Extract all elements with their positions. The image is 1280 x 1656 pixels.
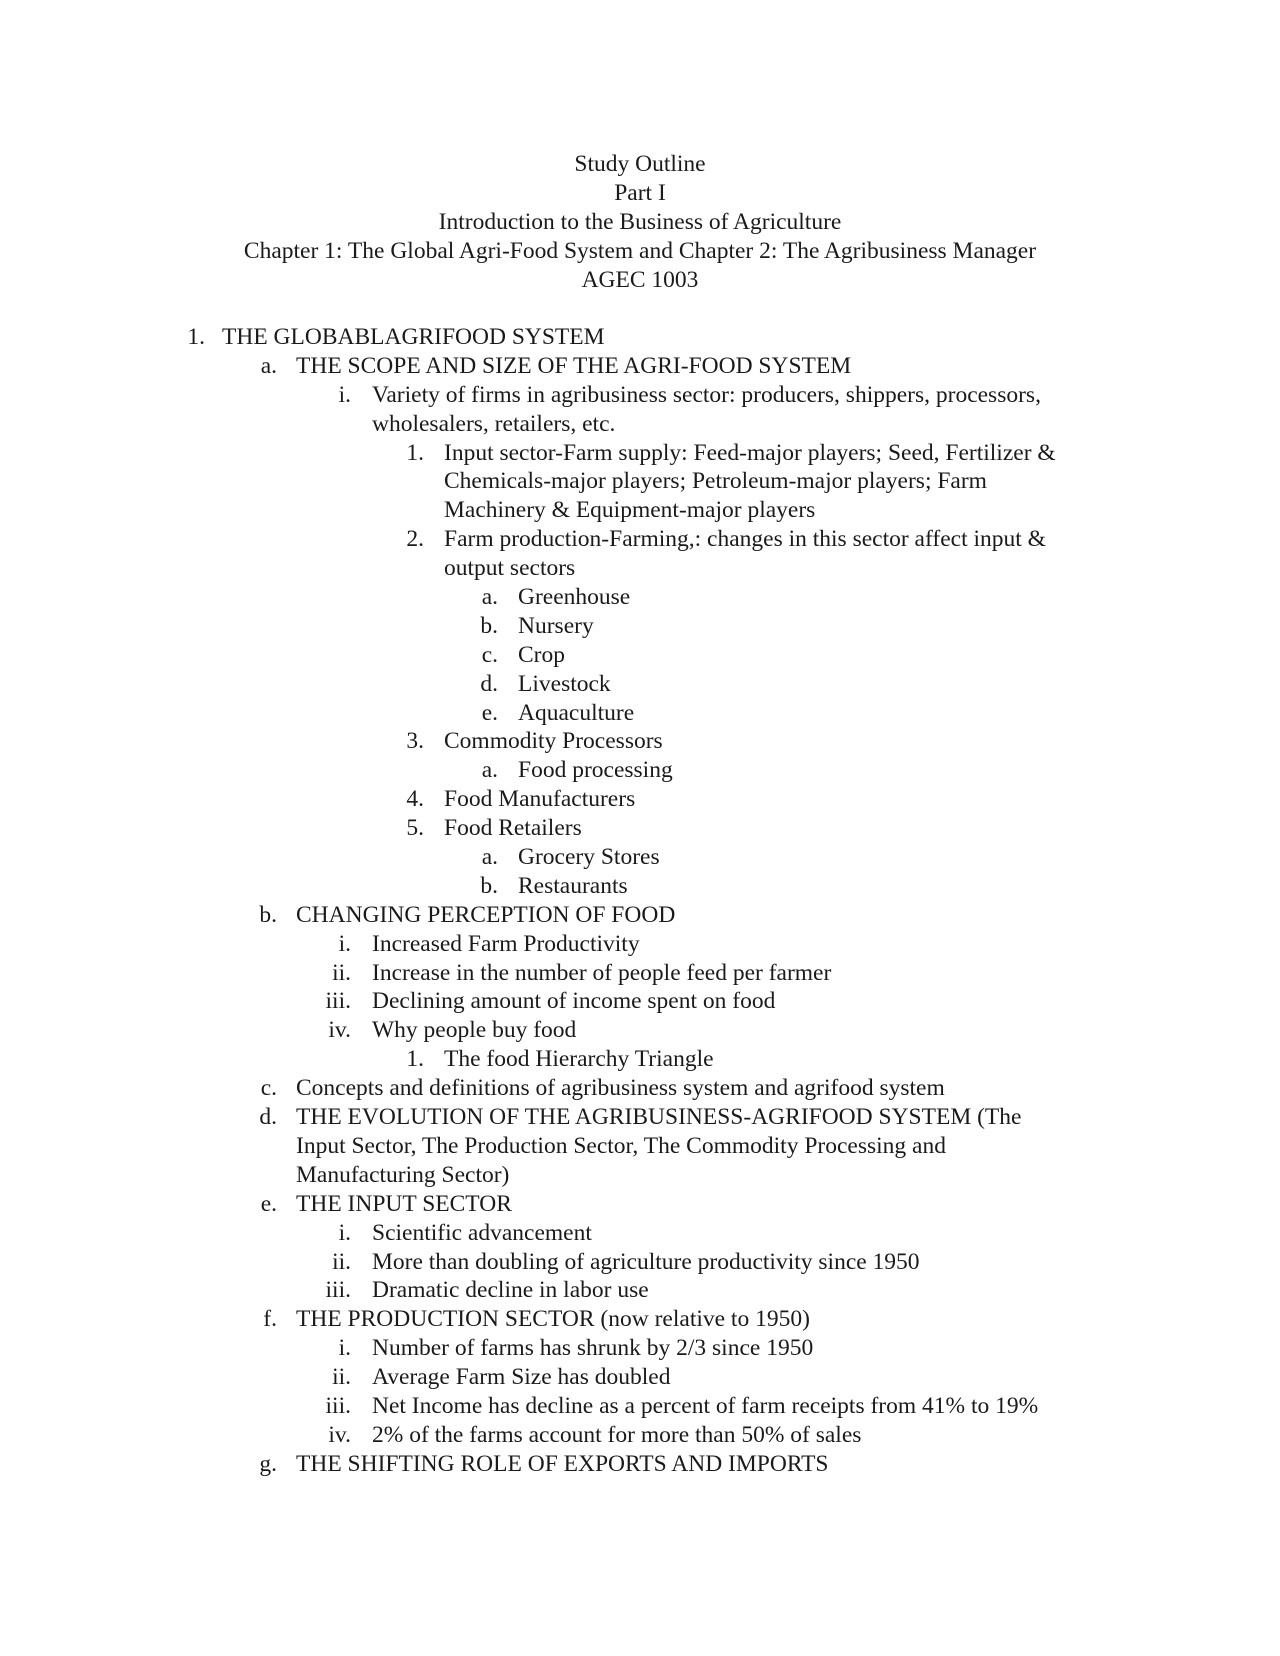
outline-item <box>0 756 1280 785</box>
outline-item-text: Input sector-Farm supply: Feed-major players; Seed, Fertilizer & <box>444 439 1056 466</box>
outline-item-text: Food Manufacturers <box>444 786 636 813</box>
outline-item-text: Number of farms has shrunk by 2/3 since 1950 <box>372 1335 814 1362</box>
outline-item <box>0 843 1280 872</box>
outline-item-marker: 3. <box>406 728 424 755</box>
outline-item-marker: b. <box>480 612 498 639</box>
outline-item-marker: b. <box>259 901 277 928</box>
outline-item-marker: ii. <box>332 959 351 986</box>
outline-item <box>0 1276 1280 1305</box>
outline-item-text: Livestock <box>518 670 611 697</box>
outline-item-marker: d. <box>259 1104 277 1131</box>
outline-item <box>0 583 1280 612</box>
outline-item-marker: i. <box>338 1219 351 1246</box>
outline-item-text: output sectors <box>444 555 576 582</box>
outline-item-marker: iii. <box>325 1392 351 1419</box>
outline-item-marker: b. <box>480 872 498 899</box>
outline-item <box>0 1016 1280 1045</box>
header-part: Part I <box>614 180 666 206</box>
outline-item-marker: iii. <box>325 1277 351 1304</box>
outline-item-text: THE GLOBABLAGRIFOOD SYSTEM <box>222 324 605 350</box>
outline-item <box>0 467 1280 496</box>
outline-item <box>0 930 1280 959</box>
outline-item <box>0 1305 1280 1334</box>
outline-item <box>0 554 1280 583</box>
outline-item-text: Food Retailers <box>444 815 582 842</box>
outline-item-marker: 1. <box>406 439 424 466</box>
outline-item-marker: ii. <box>332 1248 351 1275</box>
outline-item-marker: a. <box>260 352 277 379</box>
outline-item-text: THE INPUT SECTOR <box>296 1190 512 1217</box>
outline-item-text: Declining amount of income spent on food <box>372 988 776 1015</box>
outline-item <box>0 323 1280 352</box>
outline-item <box>0 1045 1280 1074</box>
outline-item-text: CHANGING PERCEPTION OF FOOD <box>296 901 676 928</box>
outline-item-marker: iv. <box>328 1421 351 1448</box>
outline-item-marker: e. <box>481 699 498 726</box>
outline-item-marker: a. <box>481 757 498 784</box>
outline-item-text: Restaurants <box>518 872 628 899</box>
outline-item-marker: 5. <box>406 815 424 842</box>
outline-item-text: Crop <box>518 641 565 668</box>
outline-item-marker: g. <box>259 1450 277 1477</box>
header-chapters: Chapter 1: The Global Agri-Food System and Chapter 2: The Agribusiness Manager <box>243 238 1037 264</box>
outline-item <box>0 641 1280 670</box>
outline-item-marker: 1. <box>406 1046 424 1073</box>
outline-item-text: Grocery Stores <box>518 844 660 871</box>
outline-item-text: Variety of firms in agribusiness sector: producers, shippers, processors, <box>372 381 1041 408</box>
outline-item <box>0 1219 1280 1248</box>
outline-item-marker: c. <box>481 641 498 668</box>
outline-item-text: Nursery <box>518 612 594 639</box>
outline-item <box>0 987 1280 1016</box>
outline-item <box>0 670 1280 699</box>
outline-item <box>0 814 1280 843</box>
outline-item <box>0 525 1280 554</box>
outline-item-text: wholesalers, retailers, etc. <box>372 410 616 437</box>
header-subtitle: Introduction to the Business of Agriculture <box>438 209 842 235</box>
outline-item <box>0 496 1280 525</box>
outline-item-text: Average Farm Size has doubled <box>372 1364 671 1391</box>
outline-item <box>0 1363 1280 1392</box>
outline-item-marker: d. <box>480 670 498 697</box>
outline-item-text: Manufacturing Sector) <box>296 1161 510 1188</box>
header-title: Study Outline <box>574 151 706 177</box>
outline-item <box>0 352 1280 381</box>
outline-item <box>0 1161 1280 1190</box>
outline-item <box>0 727 1280 756</box>
outline-item <box>0 1392 1280 1421</box>
outline-item <box>0 872 1280 901</box>
outline-item <box>0 901 1280 930</box>
outline-item-text: Concepts and definitions of agribusiness system and agrifood system <box>296 1075 945 1102</box>
outline-item-text: THE SHIFTING ROLE OF EXPORTS AND IMPORTS <box>296 1450 829 1477</box>
outline-item-text: THE PRODUCTION SECTOR (now relative to 1950) <box>296 1306 810 1333</box>
outline-item-text: Farm production-Farming,: changes in this sector affect input & <box>444 526 1046 553</box>
outline-item-marker: i. <box>338 930 351 957</box>
outline-item <box>0 1132 1280 1161</box>
document-header <box>0 150 1280 295</box>
outline-item <box>0 1248 1280 1277</box>
outline-item <box>0 1190 1280 1219</box>
outline-item-marker: a. <box>481 584 498 611</box>
outline-item-text: Commodity Processors <box>444 728 663 755</box>
outline-item-marker: 1. <box>187 324 205 350</box>
outline-item-marker: i. <box>338 1335 351 1362</box>
outline-item-text: Scientific advancement <box>372 1219 592 1246</box>
outline-item-text: Food processing <box>518 757 673 784</box>
outline-item <box>0 410 1280 439</box>
outline-item-text: Aquaculture <box>518 699 635 726</box>
outline-item-text: More than doubling of agriculture productivity since 1950 <box>372 1248 920 1275</box>
outline-item <box>0 1450 1280 1479</box>
outline-item-text: Net Income has decline as a percent of farm receipts from 41% to 19% <box>372 1392 1039 1419</box>
outline-item-marker: iv. <box>328 1017 351 1044</box>
outline-item-marker: 2. <box>406 526 424 553</box>
outline-item <box>0 699 1280 728</box>
outline-item <box>0 785 1280 814</box>
outline-item-text: Greenhouse <box>518 584 631 611</box>
outline-item <box>0 381 1280 410</box>
outline-item-marker: ii. <box>332 1364 351 1391</box>
outline-item <box>0 612 1280 641</box>
outline-item-marker: e. <box>260 1190 277 1217</box>
outline-item-marker: f. <box>263 1306 277 1333</box>
outline-item-text: The food Hierarchy Triangle <box>444 1046 714 1073</box>
outline-item-text: 2% of the farms account for more than 50% of sales <box>372 1421 862 1448</box>
outline-item-marker: iii. <box>325 988 351 1015</box>
outline-item <box>0 959 1280 988</box>
outline-item-text: Dramatic decline in labor use <box>372 1277 649 1304</box>
outline-item <box>0 1334 1280 1363</box>
outline-item-text: Chemicals-major players; Petroleum-major players; Farm <box>444 468 987 495</box>
outline-item <box>0 439 1280 468</box>
outline-item-marker: i. <box>338 381 351 408</box>
outline-list <box>0 323 1280 1479</box>
outline-item-marker: a. <box>481 844 498 871</box>
outline-item-text: Increased Farm Productivity <box>372 930 640 957</box>
outline-item <box>0 1421 1280 1450</box>
outline-item-text: Why people buy food <box>372 1017 577 1044</box>
header-course-code: AGEC 1003 <box>581 267 699 293</box>
outline-item-marker: c. <box>260 1075 277 1102</box>
outline-item-text: Increase in the number of people feed per farmer <box>372 959 832 986</box>
outline-item <box>0 1103 1280 1132</box>
outline-item-text: THE EVOLUTION OF THE AGRIBUSINESS-AGRIFOOD SYSTEM (The <box>296 1104 1022 1131</box>
outline-item-text: THE SCOPE AND SIZE OF THE AGRI-FOOD SYSTEM <box>296 352 852 379</box>
outline-item-text: Input Sector, The Production Sector, The Commodity Processing and <box>296 1132 946 1159</box>
outline-item <box>0 1074 1280 1103</box>
outline-item-text: Machinery & Equipment-major players <box>444 497 816 524</box>
outline-item-marker: 4. <box>406 786 424 813</box>
